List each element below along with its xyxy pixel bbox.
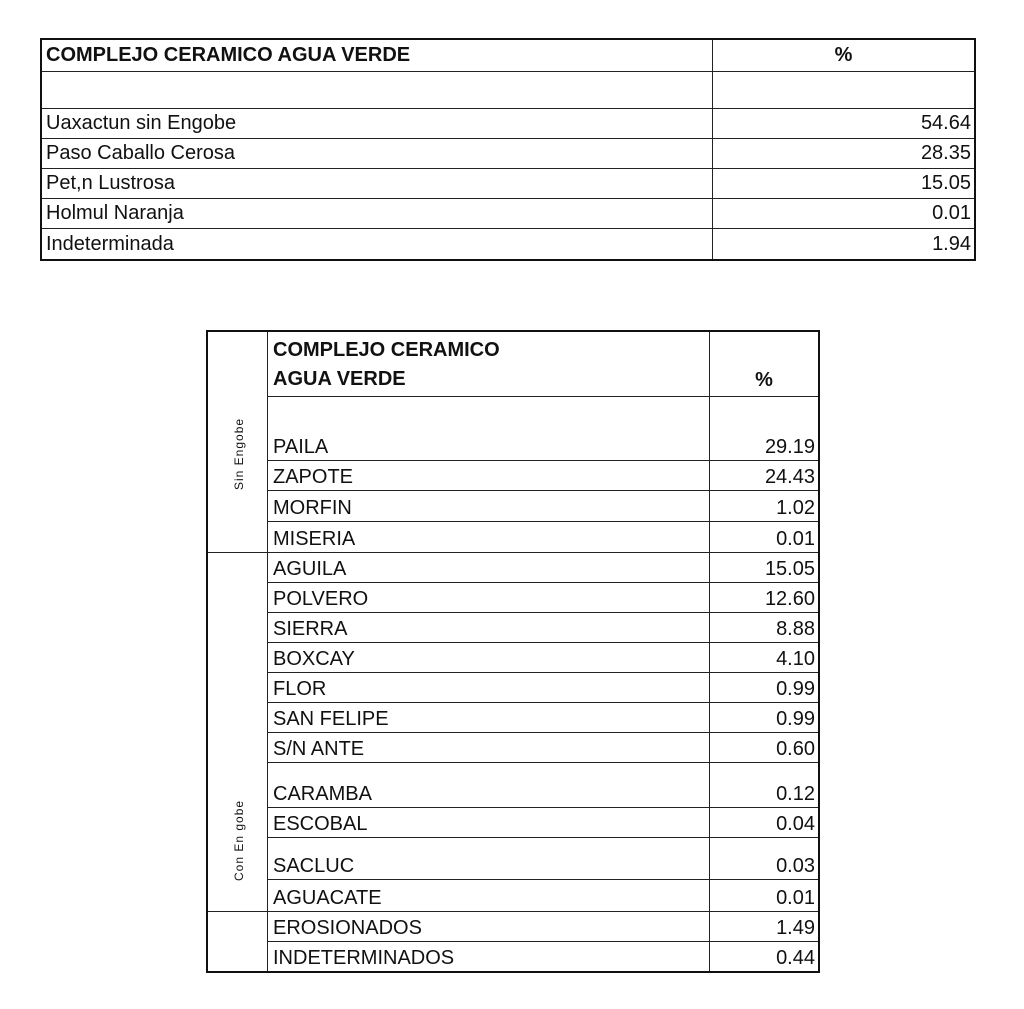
row-value: 0.03 (776, 855, 815, 877)
group-cell-sin-engobe (208, 332, 268, 553)
row-name: MISERIA (268, 522, 710, 552)
table-row (268, 491, 818, 522)
row-name: PAILA (268, 397, 710, 460)
table-row (268, 643, 818, 673)
row-value: 15.05 (920, 172, 971, 194)
table-row (268, 808, 818, 838)
table-row (268, 763, 818, 808)
row-name: INDETERMINADOS (268, 942, 710, 971)
table2-header-pct: % (755, 369, 773, 391)
table1-header-name: COMPLEJO CERAMICO AGUA VERDE (42, 40, 713, 71)
header-line2: AGUA VERDE (273, 367, 406, 390)
row-name: FLOR (268, 673, 710, 702)
row-value: 0.60 (776, 738, 815, 760)
table-row (268, 522, 818, 553)
row-name: SACLUC (268, 838, 710, 879)
table-row (42, 199, 974, 229)
row-name: Paso Caballo Cerosa (42, 139, 713, 168)
table1-empty-row (42, 72, 974, 109)
table-row (42, 229, 974, 259)
row-value: 0.12 (776, 783, 815, 805)
row-name: MORFIN (268, 491, 710, 521)
row-name: CARAMBA (268, 763, 710, 807)
table-row (268, 942, 818, 971)
row-value: 0.04 (776, 813, 815, 835)
row-name: ZAPOTE (268, 461, 710, 490)
row-value: 28.35 (920, 142, 971, 164)
table-row (268, 912, 818, 942)
row-value: 15.05 (764, 558, 815, 580)
row-name: Pet,n Lustrosa (42, 169, 713, 198)
row-value: 29.19 (764, 436, 815, 458)
row-name: SAN FELIPE (268, 703, 710, 732)
row-name: POLVERO (268, 583, 710, 612)
table-row (268, 880, 818, 912)
table-row (42, 139, 974, 169)
table-row (42, 169, 974, 199)
header-line1: COMPLEJO CERAMICO (273, 338, 500, 361)
table-row (268, 553, 818, 583)
table1-header-row (42, 40, 974, 72)
row-value: 1.02 (776, 497, 815, 519)
row-value: 0.44 (776, 947, 815, 969)
row-name: Indeterminada (42, 229, 713, 259)
table-row (268, 733, 818, 763)
row-value: 0.99 (776, 708, 815, 730)
row-value: 1.94 (932, 232, 971, 255)
row-value: 4.10 (776, 648, 815, 670)
row-name: AGUACATE (268, 880, 710, 911)
table-row (268, 397, 818, 461)
row-value: 24.43 (764, 466, 815, 488)
table-complejo-detail (206, 330, 820, 973)
row-value: 0.01 (932, 202, 971, 224)
row-name: AGUILA (268, 553, 710, 582)
row-value: 54.64 (920, 112, 971, 134)
row-value: 0.99 (776, 678, 815, 700)
table-row (268, 838, 818, 880)
row-value: 1.49 (776, 917, 815, 939)
table1-header-pct: % (834, 44, 853, 66)
table2-header-name (268, 332, 710, 396)
row-value: 0.01 (776, 887, 815, 909)
group-label-con-engobe: Con En gobe (232, 799, 246, 881)
row-value: 8.88 (776, 618, 815, 640)
row-name: EROSIONADOS (268, 912, 710, 941)
group-label-sin-engobe: Sin Engobe (232, 417, 246, 490)
table-row (268, 461, 818, 491)
table-row (268, 583, 818, 613)
group-cell-con-engobe (208, 553, 268, 912)
row-name: Holmul Naranja (42, 199, 713, 228)
group-cell-other (208, 912, 268, 971)
row-name: BOXCAY (268, 643, 710, 672)
row-name: S/N ANTE (268, 733, 710, 762)
row-name: Uaxactun sin Engobe (42, 109, 713, 138)
table-complejo-summary (40, 38, 976, 261)
table2-header-row (268, 332, 818, 397)
table-row (268, 673, 818, 703)
table-row (268, 613, 818, 643)
row-value: 12.60 (764, 588, 815, 610)
table-row (42, 109, 974, 139)
table-row (268, 703, 818, 733)
row-name: SIERRA (268, 613, 710, 642)
row-name: ESCOBAL (268, 808, 710, 837)
row-value: 0.01 (776, 528, 815, 550)
